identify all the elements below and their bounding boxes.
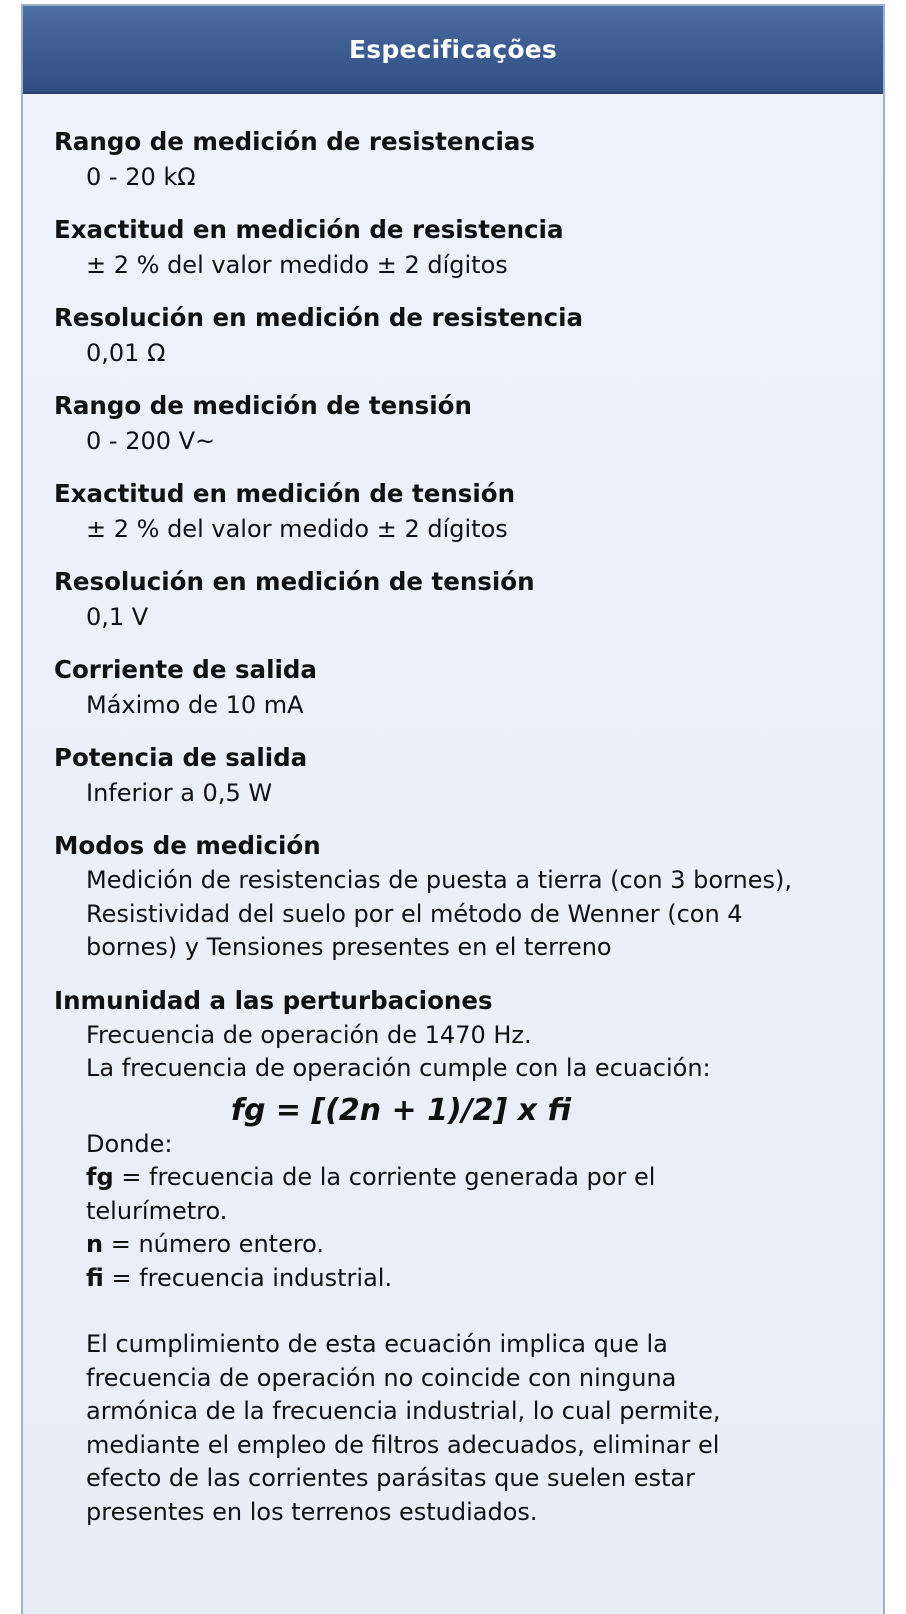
spec-label: Resolución en medición de resistencia [54,303,584,332]
definition-fg [86,1161,796,1228]
spec-immunity [54,983,863,1530]
spec-label: Exactitud en medición de resistencia [54,215,564,244]
panel-title: Especificações [349,34,557,64]
definition-n [86,1228,796,1262]
definition-text: = frecuencia de la corriente generada por el telurímetro. [86,1163,656,1225]
spec-label: Resolución en medición de tensión [54,567,535,596]
spec-label: Rango de medición de resistencias [54,127,535,156]
spec-voltage-resolution [54,564,863,634]
definition-text: = frecuencia industrial. [103,1263,393,1292]
spec-resistance-accuracy [54,212,863,282]
definition-text: = número entero. [103,1230,325,1258]
panel-header [23,6,883,94]
operating-frequency-text: Frecuencia de operación de 1470 Hz. [86,1020,532,1049]
definition-term: fi [86,1263,104,1292]
spec-resistance-resolution [54,300,863,370]
equation-intro-text: La frecuencia de operación cumple con la ecuación: [86,1054,711,1082]
spec-value: 0 - 200 V~ [86,427,216,455]
spec-value: 0 - 20 kΩ [86,163,196,191]
spec-label: Modos de medición [54,831,321,860]
frequency-equation: fg = [(2n + 1)/2] x fi [230,1092,572,1128]
definition-fi [86,1262,796,1296]
spec-measurement-modes [54,828,863,965]
spec-value: Máximo de 10 mA [86,691,304,719]
spec-label: Potencia de salida [54,743,308,772]
spec-output-current [54,652,863,722]
spec-voltage-range [54,388,863,458]
where-text: Donde: [86,1129,173,1158]
definition-term: fg [86,1163,114,1191]
spec-resistance-range [54,124,863,194]
immunity-details [54,1019,796,1530]
spec-label: Exactitud en medición de tensión [54,479,516,508]
spec-value: 0,01 Ω [86,339,166,367]
immunity-explanation: El cumplimiento de esta ecuación implica que la frecuencia de operación no coincide con ninguna armónica de la frecuencia industrial, lo cual permite, mediante el empleo de filtros adecuados, eliminar el efecto de las corrientes parásitas que suelen estar presentes en los terrenos estudiados. [86,1330,721,1526]
spec-value: ± 2 % del valor medido ± 2 dígitos [86,515,508,543]
spec-value: Inferior a 0,5 W [86,779,273,807]
spec-output-power [54,740,863,810]
definition-term: n [86,1230,104,1258]
spec-voltage-accuracy [54,476,863,546]
spec-value: Medición de resistencias de puesta a tierra (con 3 bornes), Resistividad del suelo por el método de Wenner (con 4 bornes) y Tensiones presentes en el terreno [86,866,792,961]
spec-label: Corriente de salida [54,655,317,684]
spec-value: ± 2 % del valor medido ± 2 dígitos [86,251,508,279]
spec-value: 0,1 V [86,603,149,631]
spec-label: Inmunidad a las perturbaciones [54,985,493,1015]
specifications-panel [21,4,885,1614]
specifications-list [54,124,863,1547]
spec-label: Rango de medición de tensión [54,391,472,420]
